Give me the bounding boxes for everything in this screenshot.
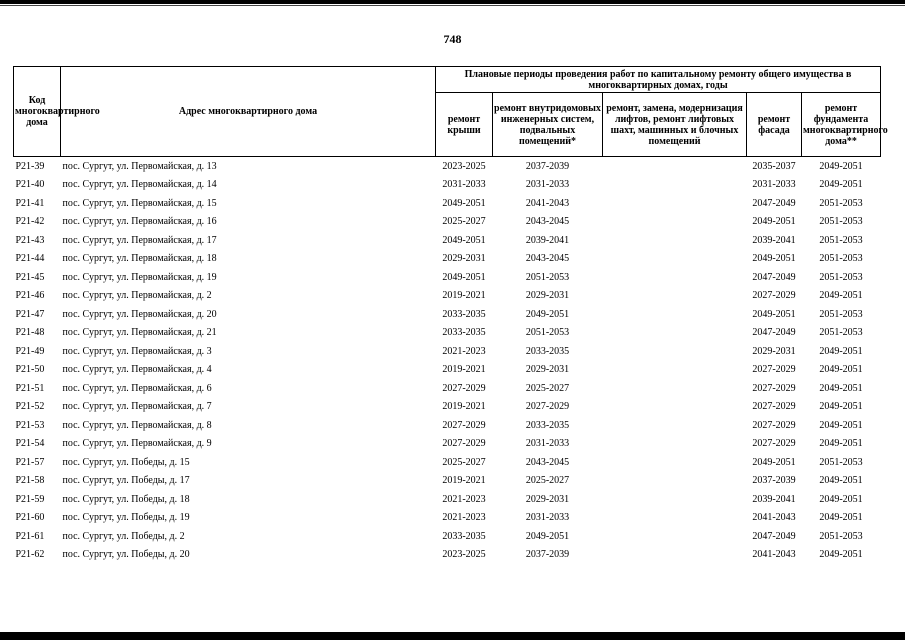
cell-address: пос. Сургут, ул. Победы, д. 18: [62, 493, 190, 505]
cell-facade: 2049-2051: [752, 308, 796, 320]
cell-foundation: 2051-2053: [819, 197, 863, 209]
cell-engineering-systems: 2051-2053: [525, 327, 570, 339]
cell-engineering-systems: 2051-2053: [525, 271, 570, 283]
cell-engineering-systems: 2029-2031: [525, 364, 570, 376]
cell-address: пос. Сургут, ул. Первомайская, д. 9: [62, 438, 212, 450]
cell-code: P21-62: [15, 549, 45, 561]
cell-code: P21-51: [15, 382, 45, 394]
cell-engineering-systems: 2049-2051: [525, 530, 570, 542]
cell-address: пос. Сургут, ул. Победы, д. 2: [62, 530, 185, 542]
cell-foundation: 2049-2051: [819, 549, 863, 561]
cell-code: P21-54: [15, 438, 45, 450]
cell-foundation: 2049-2051: [819, 438, 863, 450]
cell-lifts: [603, 546, 747, 565]
cell-address: пос. Сургут, ул. Первомайская, д. 13: [61, 157, 436, 176]
cell-roof: 2023-2025: [442, 549, 486, 561]
cell-code: P21-42: [15, 216, 45, 228]
table-row: [14, 379, 881, 398]
cell-address: пос. Сургут, ул. Победы, д. 17: [62, 475, 190, 487]
cell-address: пос. Сургут, ул. Первомайская, д. 6: [62, 382, 212, 394]
cell-facade: 2027-2029: [752, 419, 796, 431]
cell-roof: 2033-2035: [442, 327, 486, 339]
cell-roof: 2049-2051: [442, 197, 486, 209]
cell-roof: 2049-2051: [442, 271, 486, 283]
cell-engineering-systems: 2025-2027: [525, 382, 570, 394]
cell-facade: 2029-2031: [752, 345, 796, 357]
cell-engineering-systems: 2041-2043: [525, 197, 570, 209]
cell-foundation: 2051-2053: [819, 253, 863, 265]
cell-lifts: [603, 176, 747, 195]
cell-code: P21-52: [15, 401, 45, 413]
cell-roof: 2049-2051: [442, 234, 486, 246]
cell-address: пос. Сургут, ул. Первомайская, д. 14: [62, 179, 217, 191]
cell-facade: 2037-2039: [752, 475, 796, 487]
header-engineering-systems: ремонт внутридомовых инженерных систем, подвальных помещений*: [493, 93, 603, 157]
table-row: [14, 546, 881, 565]
cell-lifts: [603, 527, 747, 546]
cell-roof: 2021-2023: [442, 493, 486, 505]
cell-roof: 2033-2035: [442, 530, 486, 542]
cell-roof: 2027-2029: [442, 438, 486, 450]
cell-foundation: 2049-2051: [802, 157, 881, 176]
cell-lifts: [603, 416, 747, 435]
cell-facade: 2049-2051: [752, 216, 796, 228]
cell-lifts: [603, 231, 747, 250]
cell-facade: 2049-2051: [752, 253, 796, 265]
cell-roof: 2027-2029: [442, 382, 486, 394]
cell-engineering-systems: 2043-2045: [525, 253, 570, 265]
cell-lifts: [603, 361, 747, 380]
table-row: [14, 361, 881, 380]
cell-facade: 2027-2029: [752, 401, 796, 413]
table-row: [14, 509, 881, 528]
cell-lifts: [603, 509, 747, 528]
cell-address: пос. Сургут, ул. Победы, д. 20: [62, 549, 190, 561]
cell-engineering-systems: 2037-2039: [493, 157, 603, 176]
cell-lifts: [603, 157, 747, 176]
cell-facade: 2031-2033: [752, 179, 796, 191]
cell-facade: 2027-2029: [752, 438, 796, 450]
cell-lifts: [603, 379, 747, 398]
header-periods-group: Плановые периоды проведения работ по капитальному ремонту общего имущества в многоквартирных домах, годы: [436, 67, 881, 93]
table-row: [14, 176, 881, 195]
cell-engineering-systems: 2027-2029: [525, 401, 570, 413]
cell-engineering-systems: 2033-2035: [525, 419, 570, 431]
cell-code: P21-48: [15, 327, 45, 339]
cell-address: пос. Сургут, ул. Первомайская, д. 2: [62, 290, 212, 302]
cell-address: пос. Сургут, ул. Первомайская, д. 16: [62, 216, 217, 228]
cell-facade: 2047-2049: [752, 197, 796, 209]
cell-code: P21-46: [15, 290, 45, 302]
cell-facade: 2027-2029: [752, 382, 796, 394]
cell-address: пос. Сургут, ул. Первомайская, д. 21: [62, 327, 217, 339]
table-row: [14, 416, 881, 435]
table-row: [14, 250, 881, 269]
cell-code: P21-50: [15, 364, 45, 376]
cell-roof: 2019-2021: [442, 475, 486, 487]
cell-facade: 2041-2043: [752, 512, 796, 524]
cell-foundation: 2051-2053: [819, 530, 863, 542]
cell-engineering-systems: 2029-2031: [525, 493, 570, 505]
cell-foundation: 2049-2051: [819, 382, 863, 394]
cell-engineering-systems: 2039-2041: [525, 234, 570, 246]
cell-engineering-systems: 2049-2051: [525, 308, 570, 320]
cell-roof: 2025-2027: [442, 216, 486, 228]
table-row: [14, 435, 881, 454]
cell-lifts: [603, 342, 747, 361]
cell-foundation: 2049-2051: [819, 512, 863, 524]
cell-engineering-systems: 2043-2045: [525, 456, 570, 468]
cell-code: P21-60: [15, 512, 45, 524]
cell-lifts: [603, 287, 747, 306]
cell-code: P21-58: [15, 475, 45, 487]
table-row: [14, 213, 881, 232]
cell-lifts: [603, 268, 747, 287]
header-code: Код многоквартирного дома: [14, 67, 61, 157]
table-row: [14, 157, 881, 176]
cell-code: P21-39: [14, 157, 61, 176]
cell-lifts: [603, 398, 747, 417]
header-roof: ремонт крыши: [436, 93, 493, 157]
cell-facade: 2047-2049: [752, 530, 796, 542]
cell-lifts: [603, 194, 747, 213]
table-row: [14, 324, 881, 343]
cell-foundation: 2049-2051: [819, 419, 863, 431]
table-row: [14, 490, 881, 509]
cell-code: P21-53: [15, 419, 45, 431]
cell-engineering-systems: 2029-2031: [525, 290, 570, 302]
cell-roof: 2019-2021: [442, 401, 486, 413]
cell-address: пос. Сургут, ул. Победы, д. 15: [62, 456, 190, 468]
cell-roof: 2029-2031: [442, 253, 486, 265]
top-border-rule-thin: [0, 5, 905, 6]
cell-foundation: 2051-2053: [819, 456, 863, 468]
table-row: [14, 231, 881, 250]
cell-facade: 2027-2029: [752, 364, 796, 376]
cell-code: P21-45: [15, 271, 45, 283]
table-row: [14, 342, 881, 361]
cell-facade: 2035-2037: [747, 157, 802, 176]
cell-foundation: 2049-2051: [819, 401, 863, 413]
cell-engineering-systems: 2043-2045: [525, 216, 570, 228]
bottom-border-rule: [0, 632, 905, 640]
cell-facade: 2027-2029: [752, 290, 796, 302]
cell-facade: 2041-2043: [752, 549, 796, 561]
top-border-rule: [0, 0, 905, 4]
cell-engineering-systems: 2031-2033: [525, 512, 570, 524]
cell-foundation: 2049-2051: [819, 493, 863, 505]
cell-facade: 2047-2049: [752, 327, 796, 339]
cell-code: P21-57: [15, 456, 45, 468]
cell-code: P21-41: [15, 197, 45, 209]
cell-engineering-systems: 2025-2027: [525, 475, 570, 487]
cell-roof: 2025-2027: [442, 456, 486, 468]
table-row: [14, 305, 881, 324]
cell-foundation: 2049-2051: [819, 475, 863, 487]
cell-address: пос. Сургут, ул. Первомайская, д. 7: [62, 401, 212, 413]
cell-roof: 2021-2023: [442, 512, 486, 524]
cell-lifts: [603, 472, 747, 491]
cell-code: P21-61: [15, 530, 45, 542]
table-row: [14, 398, 881, 417]
table-row: [14, 453, 881, 472]
cell-code: P21-59: [15, 493, 45, 505]
cell-code: P21-40: [15, 179, 45, 191]
cell-address: пос. Сургут, ул. Первомайская, д. 8: [62, 419, 212, 431]
cell-lifts: [603, 435, 747, 454]
cell-foundation: 2049-2051: [819, 345, 863, 357]
cell-roof: 2031-2033: [442, 179, 486, 191]
cell-lifts: [603, 490, 747, 509]
table-header: [14, 67, 888, 157]
table-body: [14, 157, 881, 565]
cell-foundation: 2051-2053: [819, 327, 863, 339]
table-row: [14, 194, 881, 213]
cell-lifts: [603, 213, 747, 232]
cell-address: пос. Сургут, ул. Первомайская, д. 19: [62, 271, 217, 283]
cell-roof: 2027-2029: [442, 419, 486, 431]
cell-lifts: [603, 324, 747, 343]
table-row: [14, 472, 881, 491]
cell-address: пос. Сургут, ул. Первомайская, д. 3: [62, 345, 212, 357]
cell-roof: 2023-2025: [436, 157, 493, 176]
cell-foundation: 2051-2053: [819, 216, 863, 228]
cell-foundation: 2051-2053: [819, 308, 863, 320]
cell-engineering-systems: 2031-2033: [525, 179, 570, 191]
cell-roof: 2019-2021: [442, 290, 486, 302]
table-row: [14, 287, 881, 306]
cell-foundation: 2049-2051: [819, 179, 863, 191]
cell-engineering-systems: 2033-2035: [525, 345, 570, 357]
cell-foundation: 2049-2051: [819, 364, 863, 376]
cell-facade: 2039-2041: [752, 493, 796, 505]
cell-foundation: 2051-2053: [819, 271, 863, 283]
page-number: 748: [443, 32, 462, 46]
cell-lifts: [603, 250, 747, 269]
cell-facade: 2039-2041: [752, 234, 796, 246]
table-row: [14, 527, 881, 546]
repair-schedule-table: [13, 66, 888, 564]
cell-code: P21-47: [15, 308, 45, 320]
cell-address: пос. Сургут, ул. Победы, д. 19: [62, 512, 190, 524]
cell-engineering-systems: 2037-2039: [525, 549, 570, 561]
cell-address: пос. Сургут, ул. Первомайская, д. 20: [62, 308, 217, 320]
cell-roof: 2033-2035: [442, 308, 486, 320]
header-address: Адрес многоквартирного дома: [61, 67, 436, 157]
header-lifts: ремонт, замена, модернизация лифтов, ремонт лифтовых шахт, машинных и блочных помещений: [603, 93, 747, 157]
cell-facade: 2049-2051: [752, 456, 796, 468]
cell-code: P21-43: [15, 234, 45, 246]
cell-address: пос. Сургут, ул. Первомайская, д. 4: [62, 364, 212, 376]
header-foundation: ремонт фундамента многоквартирного дома**: [802, 93, 881, 157]
cell-foundation: 2049-2051: [819, 290, 863, 302]
cell-engineering-systems: 2031-2033: [525, 438, 570, 450]
header-facade: ремонт фасада: [747, 93, 802, 157]
cell-address: пос. Сургут, ул. Первомайская, д. 18: [62, 253, 217, 265]
cell-lifts: [603, 453, 747, 472]
table-row: [14, 268, 881, 287]
cell-code: P21-44: [15, 253, 45, 265]
cell-address: пос. Сургут, ул. Первомайская, д. 17: [62, 234, 217, 246]
cell-roof: 2021-2023: [442, 345, 486, 357]
cell-foundation: 2051-2053: [819, 234, 863, 246]
cell-address: пос. Сургут, ул. Первомайская, д. 15: [62, 197, 217, 209]
cell-roof: 2019-2021: [442, 364, 486, 376]
cell-code: P21-49: [15, 345, 45, 357]
cell-facade: 2047-2049: [752, 271, 796, 283]
cell-lifts: [603, 305, 747, 324]
